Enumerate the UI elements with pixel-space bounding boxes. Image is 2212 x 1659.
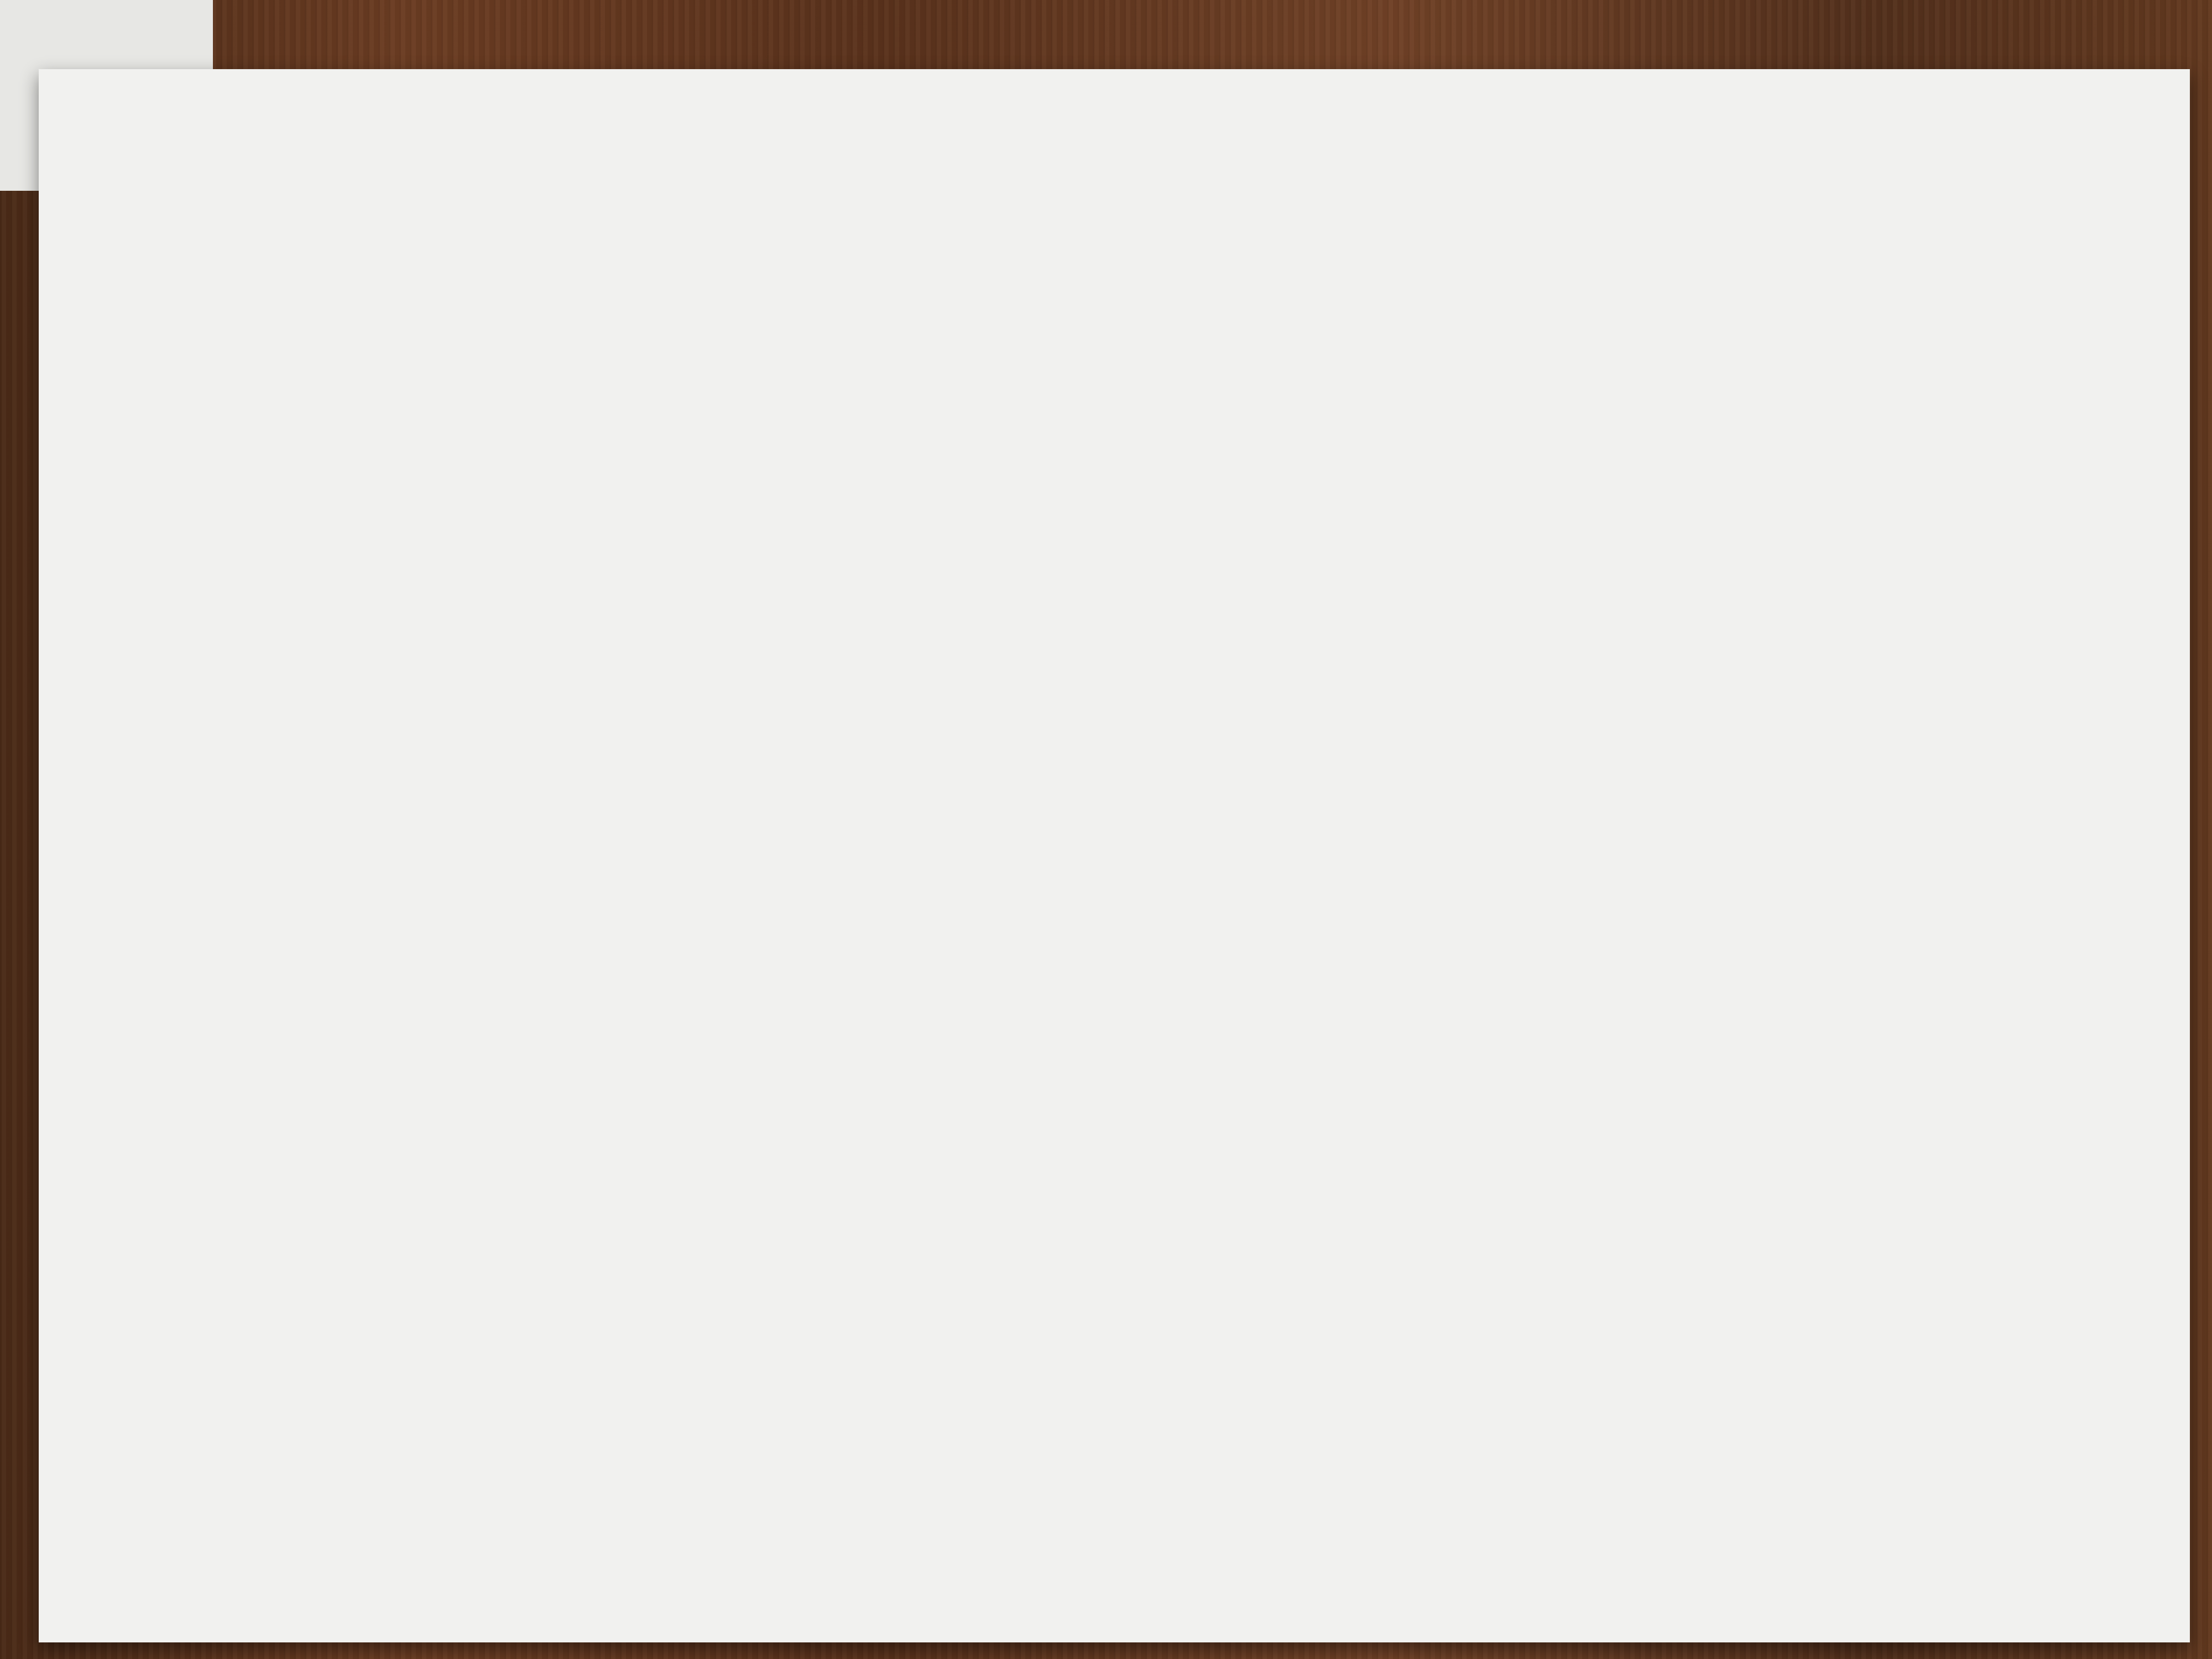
inspection-record-sheet (39, 69, 2190, 1642)
